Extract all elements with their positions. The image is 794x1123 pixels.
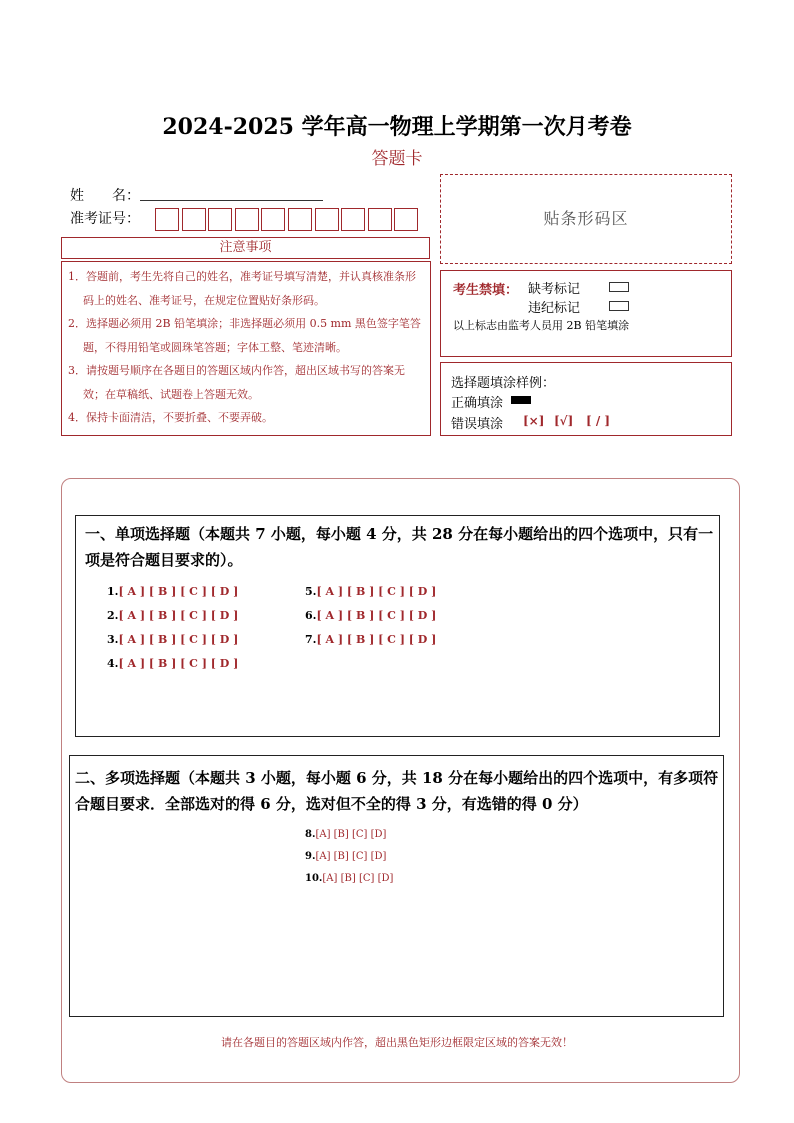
answer-options[interactable]: [ A ] [ B ] [ C ] [ D ] — [118, 633, 239, 646]
notice-title: 注意事项 — [61, 237, 430, 259]
id-digit-box[interactable] — [315, 208, 339, 231]
notice-box — [61, 261, 431, 436]
question-number: 4. — [107, 657, 119, 670]
notice-item: 1．答题前，考生先将自己的姓名，准考证号填写清楚，并认真核准条形码上的姓名、准考证号，在规定位置贴好条形码。 — [68, 270, 416, 307]
id-digit-box[interactable] — [155, 208, 179, 231]
sample-title: 选择题填涂样例： — [451, 376, 556, 391]
section2-title: 二、多项选择题（本题共 3 小题，每小题 6 分，共 18 分在每小题给出的四个选项中，有多项符合题目要求．全部选对的得 6 分，选对但不全的得 3 分，有选错的得 0 分） — [75, 769, 719, 813]
correct-fill-mark — [511, 396, 531, 404]
wrong-mark-slash: [ / ] — [586, 414, 611, 428]
notice-item: 3．请按题号顺序在各题目的答题区域内作答，超出区域书写的答案无效；在草稿纸、试题卷上答题无效。 — [68, 364, 405, 401]
question-row[interactable] — [305, 851, 386, 862]
question-row[interactable] — [305, 585, 436, 598]
question-number: 3. — [107, 633, 119, 646]
question-number: 5. — [305, 585, 317, 598]
question-number: 1. — [107, 585, 119, 598]
question-row[interactable] — [305, 829, 386, 840]
section2-box — [69, 755, 724, 1017]
question-number: 8. — [305, 829, 316, 840]
answer-options[interactable]: [ A ] [ B ] [ C ] [ D ] — [316, 609, 437, 622]
violation-mark-label: 违纪标记 — [528, 301, 581, 316]
question-row[interactable] — [107, 609, 238, 622]
name-label: 姓 名： — [70, 188, 140, 204]
correct-fill-label: 正确填涂 — [451, 396, 504, 411]
question-number: 7. — [305, 633, 317, 646]
question-number: 10. — [305, 873, 323, 884]
answer-options[interactable]: [ A ] [ B ] [ C ] [ D ] — [118, 585, 239, 598]
question-row[interactable] — [305, 633, 436, 646]
id-digit-box[interactable] — [394, 208, 418, 231]
forbidden-label: 考生禁填： — [453, 283, 519, 298]
forbidden-note: 以上标志由监考人员用 2B 铅笔填涂 — [453, 319, 630, 332]
page-subtitle: 答题卡 — [371, 149, 423, 169]
question-row[interactable] — [305, 873, 393, 884]
page-title: 2024-2025 学年高一物理上学期第一次月考卷 — [162, 114, 632, 140]
barcode-area[interactable]: 贴条形码区 — [440, 174, 732, 264]
question-row[interactable] — [107, 585, 238, 598]
question-number: 6. — [305, 609, 317, 622]
notice-item: 4．保持卡面清洁，不要折叠、不要弄破。 — [68, 411, 273, 424]
forbidden-box — [440, 270, 732, 357]
id-digit-box[interactable] — [288, 208, 312, 231]
answer-options[interactable]: [ A ] [ B ] [ C ] [ D ] — [316, 633, 437, 646]
footer-warning: 请在各题目的答题区域内作答，超出黑色矩形边框限定区域的答案无效！ — [221, 1036, 573, 1049]
question-row[interactable] — [107, 657, 238, 670]
answer-options[interactable]: [ A ] [ B ] [ C ] [ D ] — [316, 585, 437, 598]
section1-box — [75, 515, 720, 737]
violation-mark-box[interactable] — [609, 301, 629, 311]
id-digit-box[interactable] — [341, 208, 365, 231]
question-number: 9. — [305, 851, 316, 862]
name-field[interactable] — [140, 200, 323, 201]
question-number: 2. — [107, 609, 119, 622]
section1-title: 一、单项选择题（本题共 7 小题，每小题 4 分，共 28 分在每小题给出的四个选项中，只有一项是符合题目要求的）。 — [85, 525, 714, 569]
absent-mark-box[interactable] — [609, 282, 629, 292]
wrong-mark-check: [√] — [554, 414, 574, 428]
answer-options[interactable]: [A] [B] [C] [D] — [315, 829, 387, 840]
answer-options[interactable]: [A] [B] [C] [D] — [322, 873, 394, 884]
id-digit-box[interactable] — [235, 208, 259, 231]
question-row[interactable] — [305, 609, 436, 622]
notice-item: 2．选择题必须用 2B 铅笔填涂；非选择题必须用 0.5 mm 黑色签字笔答题，不得用铅笔或圆珠笔答题；字体工整、笔迹清晰。 — [68, 317, 421, 354]
id-digit-box[interactable] — [208, 208, 232, 231]
fill-sample-box — [440, 362, 732, 436]
answer-options[interactable]: [A] [B] [C] [D] — [315, 851, 387, 862]
question-row[interactable] — [107, 633, 238, 646]
answer-options[interactable]: [ A ] [ B ] [ C ] [ D ] — [118, 609, 239, 622]
id-digit-box[interactable] — [261, 208, 285, 231]
wrong-fill-label: 错误填涂 — [451, 417, 504, 432]
absent-mark-label: 缺考标记 — [528, 282, 581, 297]
id-label: 准考证号： — [70, 211, 140, 227]
id-digit-box[interactable] — [182, 208, 206, 231]
id-digit-box[interactable] — [368, 208, 392, 231]
answer-options[interactable]: [ A ] [ B ] [ C ] [ D ] — [118, 657, 239, 670]
wrong-mark-x: [×] — [523, 414, 545, 428]
